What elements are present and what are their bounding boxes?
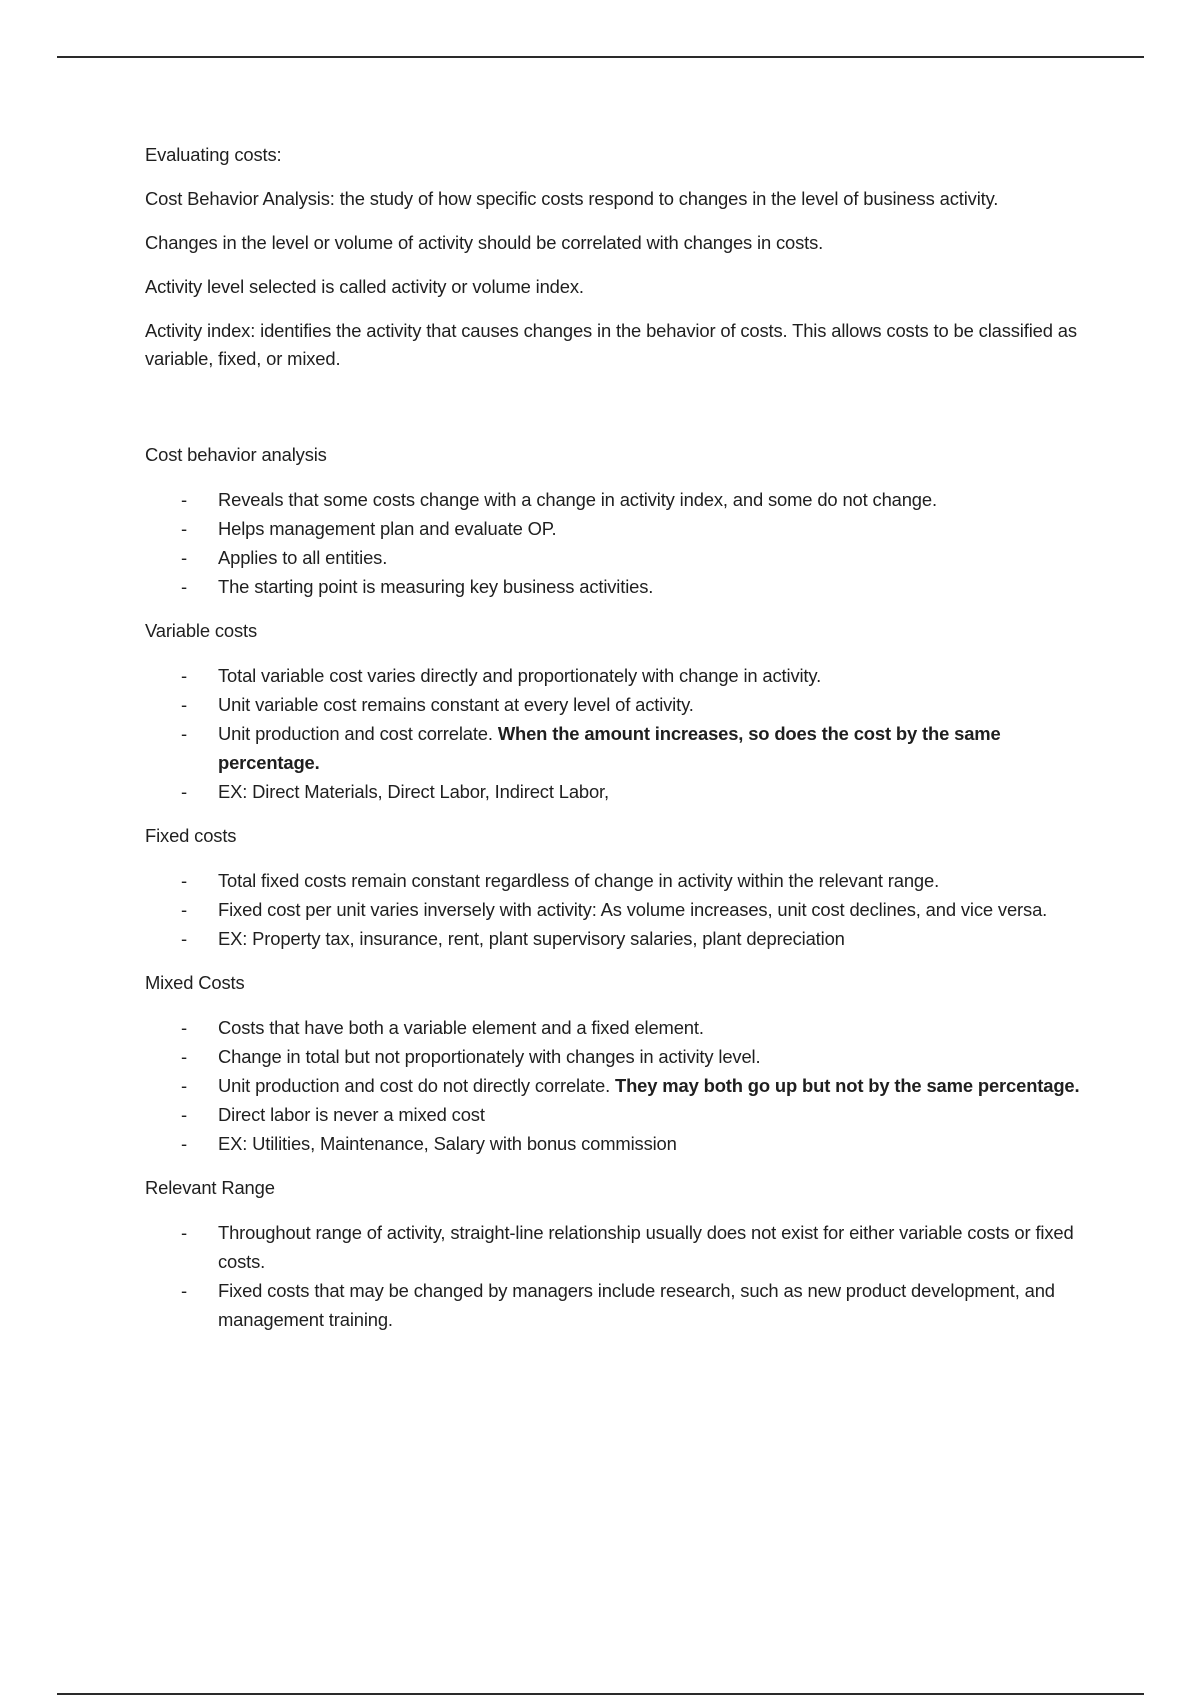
bullet-dash: -: [181, 576, 187, 597]
list-item-text: Fixed cost per unit varies inversely with activity: As volume increases, unit cost declines, and vice versa.: [218, 899, 1048, 920]
list-item-text: Total fixed costs remain constant regardless of change in activity within the relevant range.: [218, 870, 940, 891]
list-item-text: EX: Direct Materials, Direct Labor, Indirect Labor,: [218, 781, 609, 802]
bullet-dash: -: [181, 1046, 187, 1067]
bullet-dash: -: [181, 899, 187, 920]
list-item-text: Throughout range of activity, straight-line relationship usually does not exist for either variable costs or fixed costs.: [218, 1222, 1074, 1272]
bullet-dash: -: [181, 928, 187, 949]
list-item: [145, 1100, 1090, 1129]
bullet-list: [145, 661, 1090, 806]
list-item-emphasis: They may both go up but not by the same percentage.: [615, 1075, 1080, 1096]
list-item-text: Direct labor is never a mixed cost: [218, 1104, 485, 1125]
list-item: [145, 690, 1090, 719]
bullet-dash: -: [181, 1104, 187, 1125]
bullet-dash: -: [181, 489, 187, 510]
list-item-text: Unit variable cost remains constant at every level of activity.: [218, 694, 694, 715]
list-item-text: Applies to all entities.: [218, 547, 388, 568]
section-heading: Variable costs: [145, 620, 258, 641]
list-item: [145, 1276, 1090, 1334]
list-item: [145, 1218, 1090, 1276]
bullet-dash: -: [181, 870, 187, 891]
list-item-text: Total variable cost varies directly and proportionately with change in activity.: [218, 665, 822, 686]
bullet-dash: -: [181, 665, 187, 686]
list-item: [145, 661, 1090, 690]
list-item-text: Change in total but not proportionately with changes in activity level.: [218, 1046, 761, 1067]
section-cost-behavior-analysis: [145, 441, 1090, 601]
section-fixed-costs: [145, 822, 1090, 953]
bullet-list: [145, 1013, 1090, 1158]
document-body: [145, 141, 1090, 1334]
header-rule: [57, 56, 1144, 58]
bullet-dash: -: [181, 547, 187, 568]
bullet-dash: -: [181, 518, 187, 539]
list-item: [145, 572, 1090, 601]
list-item-emphasis: When the amount increases, so does the cost by the same percentage.: [218, 723, 1001, 773]
intro-paragraph: Activity index: identifies the activity that causes changes in the behavior of costs. This allows costs to be classified as variable, fixed, or mixed.: [145, 320, 1077, 369]
section-heading: Relevant Range: [145, 1177, 275, 1198]
list-item-text: Unit production and cost correlate.: [218, 723, 498, 744]
list-item: [145, 924, 1090, 953]
list-item: [145, 1129, 1090, 1158]
section-relevant-range: [145, 1174, 1090, 1334]
list-item-text: EX: Property tax, insurance, rent, plant supervisory salaries, plant depreciation: [218, 928, 845, 949]
bullet-dash: -: [181, 694, 187, 715]
list-item-text: The starting point is measuring key business activities.: [218, 576, 654, 597]
intro-paragraph: Activity level selected is called activity or volume index.: [145, 276, 584, 297]
list-item: [145, 1042, 1090, 1071]
intro-paragraph: Changes in the level or volume of activity should be correlated with changes in costs.: [145, 232, 824, 253]
footer-rule: [57, 1693, 1144, 1695]
bullet-list: [145, 1218, 1090, 1334]
section-heading: Mixed Costs: [145, 972, 245, 993]
page-title: Evaluating costs:: [145, 144, 282, 165]
bullet-dash: -: [181, 1280, 187, 1301]
bullet-dash: -: [181, 781, 187, 802]
bullet-dash: -: [181, 1017, 187, 1038]
list-item: [145, 543, 1090, 572]
list-item: [145, 1071, 1090, 1100]
list-item-text: Reveals that some costs change with a change in activity index, and some do not change.: [218, 489, 937, 510]
bullet-list: [145, 485, 1090, 601]
section-heading: Cost behavior analysis: [145, 444, 327, 465]
list-item: [145, 1013, 1090, 1042]
list-item: [145, 514, 1090, 543]
bullet-list: [145, 866, 1090, 953]
list-item-text: Unit production and cost do not directly correlate.: [218, 1075, 616, 1096]
list-item: [145, 485, 1090, 514]
bullet-dash: -: [181, 1133, 187, 1154]
list-item: [145, 866, 1090, 895]
section-heading: Fixed costs: [145, 825, 237, 846]
list-item: [145, 895, 1090, 924]
bullet-dash: -: [181, 723, 187, 744]
list-item-text: Helps management plan and evaluate OP.: [218, 518, 557, 539]
list-item: [145, 777, 1090, 806]
list-item-text: Fixed costs that may be changed by managers include research, such as new product development, and management training.: [218, 1280, 1055, 1330]
intro-paragraph: Cost Behavior Analysis: the study of how specific costs respond to changes in the level of business activity.: [145, 188, 999, 209]
list-item: [145, 719, 1090, 777]
bullet-dash: -: [181, 1222, 187, 1243]
section-mixed-costs: [145, 969, 1090, 1158]
bullet-dash: -: [181, 1075, 187, 1096]
section-variable-costs: [145, 617, 1090, 806]
list-item-text: Costs that have both a variable element and a fixed element.: [218, 1017, 704, 1038]
list-item-text: EX: Utilities, Maintenance, Salary with bonus commission: [218, 1133, 677, 1154]
